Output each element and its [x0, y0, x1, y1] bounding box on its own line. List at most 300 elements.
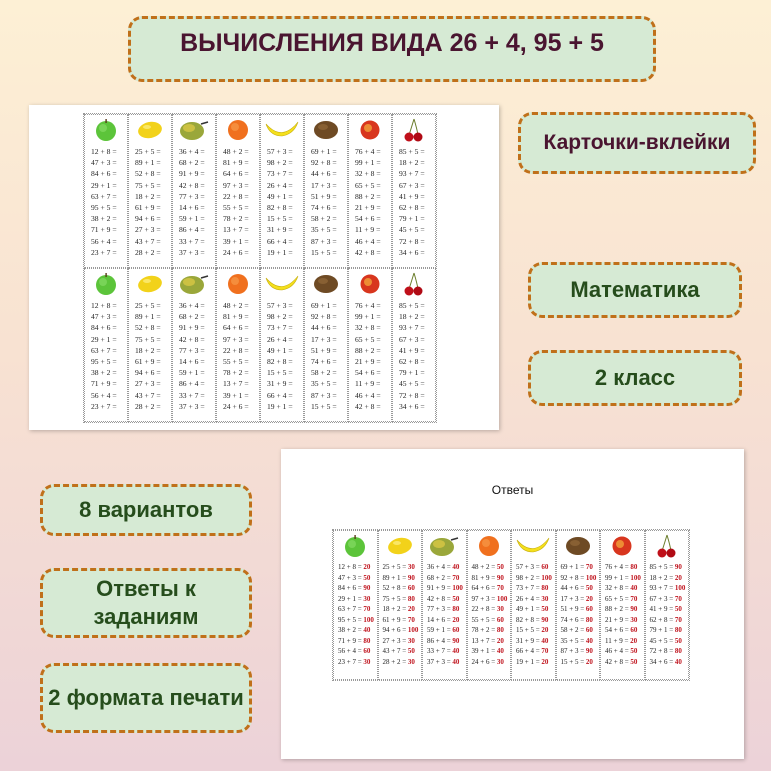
cherry-icon — [656, 533, 678, 559]
equation — [334, 594, 377, 605]
equation-text: 91 + 9 = — [179, 169, 205, 179]
equation — [261, 367, 303, 378]
equation — [423, 657, 466, 668]
equation — [393, 191, 435, 202]
answer-value: 100 — [407, 626, 419, 634]
grade-tag-text: 2 класс — [594, 365, 676, 390]
equation-text: 57 + 3 = — [267, 301, 293, 310]
answer-value: 40 — [674, 657, 682, 666]
equation — [217, 213, 259, 224]
equation — [217, 311, 259, 322]
equation — [393, 180, 435, 191]
equation — [217, 300, 259, 311]
answer-value: 70 — [452, 573, 460, 582]
equation — [512, 562, 555, 573]
equation — [129, 345, 171, 356]
answer-value: 60 — [496, 615, 504, 624]
answer-value: 100 — [452, 584, 463, 592]
equation — [334, 657, 377, 668]
equation-text: 87 + 3 = — [311, 390, 337, 400]
answer-card — [645, 530, 690, 680]
equation-text: 31 + 9 = — [516, 636, 540, 645]
equation-text: 21 + 9 = — [355, 203, 381, 213]
equation-text: 87 + 3 = — [311, 236, 337, 246]
equation-text: 27 + 3 = — [135, 379, 161, 389]
equation-text: 37 + 3 = — [179, 401, 205, 411]
equation-text: 55 + 5 = — [223, 203, 249, 213]
answer-value: 50 — [407, 647, 415, 655]
equation — [557, 657, 600, 668]
equation-text: 22 + 8 = — [223, 345, 249, 355]
equation — [557, 604, 600, 615]
equation-text: 15 + 5 = — [516, 626, 540, 634]
equation — [512, 615, 555, 626]
equation — [393, 213, 435, 224]
equation — [261, 247, 303, 258]
equation-text: 99 + 1 = — [355, 158, 381, 168]
equation-text: 36 + 4 = — [427, 563, 451, 571]
task-card — [392, 268, 436, 422]
equation-text: 52 + 8 = — [135, 169, 161, 179]
answer-card — [511, 530, 556, 680]
equation — [557, 646, 600, 657]
equation — [173, 390, 215, 401]
banana-icon — [264, 271, 300, 297]
equation — [334, 573, 377, 584]
equation-text: 82 + 8 = — [516, 615, 540, 624]
equation — [305, 202, 347, 213]
equation-text: 84 + 6 = — [91, 323, 117, 333]
equation — [393, 247, 435, 258]
equation-text: 28 + 2 = — [382, 657, 407, 666]
equation-text: 25 + 5 = — [135, 147, 161, 156]
equation — [423, 615, 466, 626]
equation-text: 75 + 5 = — [135, 180, 161, 190]
equation — [217, 401, 259, 412]
equation-text: 15 + 5 = — [311, 401, 337, 411]
equation-text: 91 + 9 = — [427, 584, 451, 592]
equation-text: 15 + 5 = — [311, 247, 337, 257]
answer-value: 80 — [496, 626, 504, 634]
equation-text: 33 + 7 = — [427, 647, 451, 655]
answer-value: 70 — [630, 594, 638, 603]
answer-value: 30 — [630, 615, 638, 624]
answer-value: 100 — [363, 615, 374, 624]
equation-text: 18 + 2 = — [649, 573, 674, 582]
equation-text: 18 + 2 = — [399, 312, 425, 322]
equation-text: 41 + 9 = — [399, 191, 425, 201]
equation — [379, 646, 422, 657]
equation-text: 97 + 3 = — [471, 594, 496, 603]
equation-text: 46 + 4 = — [355, 390, 381, 400]
answer-value: 60 — [452, 626, 460, 634]
equation-text: 24 + 6 = — [223, 247, 249, 257]
equation — [261, 311, 303, 322]
answer-value: 20 — [541, 626, 549, 634]
equation-text: 78 + 2 = — [223, 214, 249, 224]
equation — [217, 180, 259, 191]
equation-text: 44 + 6 = — [311, 323, 337, 333]
equation-text: 88 + 2 = — [355, 191, 381, 201]
equation — [349, 202, 391, 213]
equation — [423, 594, 466, 605]
equation — [217, 367, 259, 378]
equation — [261, 224, 303, 235]
answer-value: 30 — [363, 594, 371, 603]
equation — [85, 213, 127, 224]
equation — [85, 202, 127, 213]
cards-tag-text: Карточки-вклейки — [543, 131, 731, 154]
task-card — [260, 268, 304, 422]
task-card — [304, 268, 348, 422]
equation-text: 81 + 9 = — [223, 158, 249, 168]
equation — [305, 390, 347, 401]
answer-value: 90 — [363, 584, 371, 592]
equation-text: 33 + 7 = — [179, 236, 205, 246]
equation-text: 74 + 6 = — [560, 615, 585, 624]
equation — [85, 236, 127, 247]
equation — [85, 168, 127, 179]
equation — [379, 636, 422, 647]
answer-value: 100 — [541, 573, 552, 582]
equation-text: 62 + 8 = — [649, 615, 674, 624]
equation-text: 57 + 3 = — [267, 147, 293, 156]
equation-text: 38 + 2 = — [91, 368, 117, 378]
equation — [646, 573, 689, 584]
equation-text: 32 + 8 = — [355, 323, 381, 333]
answer-value: 40 — [541, 636, 549, 645]
equation-text: 59 + 1 = — [179, 368, 205, 378]
equation — [646, 646, 689, 657]
equation — [305, 300, 347, 311]
equation — [349, 367, 391, 378]
page-title-text: ВЫЧИСЛЕНИЯ ВИДА 26 + 4, 95 + 5 — [180, 29, 604, 57]
answer-value: 30 — [407, 657, 415, 666]
equation-text: 34 + 6 = — [399, 401, 425, 411]
task-card — [348, 114, 392, 268]
grade-tag — [528, 350, 742, 406]
equation — [349, 401, 391, 412]
equation-text: 63 + 7 = — [91, 191, 117, 201]
peach-icon — [611, 533, 633, 559]
equation — [557, 594, 600, 605]
equation — [217, 322, 259, 333]
equation-text: 72 + 8 = — [649, 647, 674, 655]
kiwi-icon — [313, 117, 339, 143]
formats-tag — [40, 663, 252, 733]
equation-text: 35 + 5 = — [560, 636, 585, 645]
equation-text: 46 + 4 = — [355, 236, 381, 246]
equation-text: 42 + 8 = — [179, 180, 205, 190]
equation — [129, 401, 171, 412]
answer-value: 70 — [585, 563, 593, 571]
answer-value: 80 — [452, 605, 460, 613]
equation — [334, 562, 377, 573]
equation-text: 27 + 3 = — [382, 636, 407, 645]
equation — [423, 583, 466, 594]
equation-text: 54 + 6 = — [355, 368, 381, 378]
equation — [261, 401, 303, 412]
equation-text: 93 + 7 = — [649, 584, 674, 592]
equation — [217, 146, 259, 157]
equation-text: 51 + 9 = — [311, 345, 337, 355]
answer-value: 60 — [541, 563, 549, 571]
equation — [349, 146, 391, 157]
equation — [217, 224, 259, 235]
equation-text: 86 + 4 = — [179, 379, 205, 389]
kiwi-icon — [313, 271, 339, 297]
answer-value: 50 — [496, 563, 504, 571]
equation-text: 11 + 9 = — [605, 636, 629, 645]
equation — [305, 378, 347, 389]
equation — [557, 573, 600, 584]
equation-text: 74 + 6 = — [311, 357, 337, 367]
equation — [261, 157, 303, 168]
task-card — [84, 268, 128, 422]
answer-value: 80 — [674, 626, 682, 634]
equation — [423, 625, 466, 636]
equation — [305, 345, 347, 356]
equation — [173, 367, 215, 378]
apple-icon — [94, 271, 118, 297]
answer-value: 70 — [541, 647, 549, 655]
equation-text: 33 + 7 = — [179, 390, 205, 400]
banana-icon — [264, 117, 300, 143]
answer-value: 20 — [452, 615, 460, 624]
equation — [305, 180, 347, 191]
equation-text: 43 + 7 = — [135, 236, 161, 246]
equation — [129, 300, 171, 311]
answer-value: 20 — [630, 636, 638, 645]
answer-card — [378, 530, 423, 680]
answer-value: 70 — [407, 615, 415, 624]
task-card — [172, 114, 216, 268]
answer-value: 90 — [452, 636, 460, 645]
equation-text: 58 + 2 = — [311, 214, 337, 224]
equation-text: 14 + 6 = — [179, 203, 205, 213]
equation — [468, 615, 511, 626]
equation — [129, 224, 171, 235]
peach-icon — [359, 117, 381, 143]
equation-text: 85 + 5 = — [649, 563, 674, 571]
equation-text: 38 + 2 = — [91, 214, 117, 224]
equation — [217, 191, 259, 202]
formats-tag-text: 2 формата печати — [48, 685, 244, 710]
equation — [349, 168, 391, 179]
equation-text: 32 + 8 = — [605, 584, 629, 592]
equation-text: 31 + 9 = — [267, 225, 293, 235]
equation — [393, 202, 435, 213]
equation — [173, 157, 215, 168]
orange-icon — [477, 533, 501, 559]
equation — [85, 356, 127, 367]
equation-text: 65 + 5 = — [355, 334, 381, 344]
equation-text: 18 + 2 = — [382, 605, 407, 613]
equation — [557, 636, 600, 647]
equation-text: 97 + 3 = — [223, 180, 249, 190]
equation-text: 61 + 9 = — [135, 203, 161, 213]
equation-text: 18 + 2 = — [399, 158, 425, 168]
equation-text: 51 + 9 = — [560, 605, 585, 613]
equation — [393, 356, 435, 367]
equation — [334, 583, 377, 594]
equation-text: 12 + 8 = — [91, 147, 117, 156]
equation — [173, 224, 215, 235]
equation-text: 49 + 1 = — [267, 191, 293, 201]
equation — [334, 625, 377, 636]
answer-value: 30 — [496, 657, 504, 666]
equation — [393, 401, 435, 412]
equation — [305, 213, 347, 224]
equation-text: 95 + 5 = — [91, 357, 117, 367]
equation — [349, 334, 391, 345]
equation — [601, 583, 644, 594]
equation-text: 68 + 2 = — [427, 573, 451, 582]
answer-value: 50 — [585, 584, 593, 592]
equation-text: 77 + 3 = — [179, 191, 205, 201]
equation — [261, 356, 303, 367]
equation-text: 12 + 8 = — [338, 563, 362, 571]
equation — [393, 224, 435, 235]
equation-text: 31 + 9 = — [267, 379, 293, 389]
equation-text: 87 + 3 = — [560, 647, 585, 655]
lemon-icon — [387, 533, 413, 559]
equation-text: 92 + 8 = — [311, 312, 337, 322]
equation — [305, 146, 347, 157]
equation-text: 85 + 5 = — [399, 301, 425, 310]
equation-text: 61 + 9 = — [135, 357, 161, 367]
answer-value: 80 — [585, 615, 593, 624]
equation — [646, 562, 689, 573]
equation-text: 22 + 8 = — [223, 191, 249, 201]
equation-text: 39 + 1 = — [471, 647, 496, 655]
equation-text: 49 + 1 = — [516, 605, 540, 613]
cherry-icon — [403, 271, 425, 297]
equation — [85, 378, 127, 389]
equation — [601, 646, 644, 657]
equation — [173, 334, 215, 345]
equation — [512, 604, 555, 615]
equation-text: 52 + 8 = — [135, 323, 161, 333]
answer-value: 80 — [630, 563, 638, 571]
equation — [173, 401, 215, 412]
equation-text: 43 + 7 = — [135, 390, 161, 400]
equation-text: 15 + 5 = — [560, 657, 585, 666]
apple-icon — [94, 117, 118, 143]
equation — [217, 356, 259, 367]
page-title — [128, 16, 656, 82]
task-card — [172, 268, 216, 422]
equation-text: 69 + 1 = — [311, 301, 337, 310]
answer-value: 40 — [363, 626, 371, 634]
answer-value: 20 — [585, 657, 593, 666]
equation-text: 21 + 9 = — [605, 615, 629, 624]
equation — [468, 625, 511, 636]
equation-text: 14 + 6 = — [179, 357, 205, 367]
answer-card — [600, 530, 645, 680]
task-card — [128, 268, 172, 422]
equation-text: 23 + 7 = — [91, 401, 117, 411]
equation — [468, 594, 511, 605]
equation-text: 88 + 2 = — [605, 605, 629, 613]
equation — [305, 334, 347, 345]
equation-text: 39 + 1 = — [223, 236, 249, 246]
answer-value: 20 — [541, 657, 549, 666]
equation — [217, 168, 259, 179]
answer-value: 70 — [674, 594, 682, 603]
equation — [423, 573, 466, 584]
equation-text: 39 + 1 = — [223, 390, 249, 400]
equation-text: 99 + 1 = — [605, 573, 629, 582]
equation-text: 84 + 6 = — [338, 584, 362, 592]
answer-value: 50 — [630, 657, 638, 666]
equation — [261, 202, 303, 213]
equation — [217, 157, 259, 168]
equation-text: 75 + 5 = — [382, 594, 407, 603]
answer-value: 100 — [585, 573, 597, 582]
equation-text: 51 + 9 = — [311, 191, 337, 201]
equation — [217, 202, 259, 213]
equation-text: 67 + 3 = — [399, 334, 425, 344]
task-card — [84, 114, 128, 268]
equation — [393, 390, 435, 401]
equation-text: 61 + 9 = — [382, 615, 407, 624]
equation-text: 11 + 9 = — [355, 225, 381, 235]
equation-text: 62 + 8 = — [399, 357, 425, 367]
equation-text: 21 + 9 = — [355, 357, 381, 367]
equation — [512, 636, 555, 647]
equation-text: 29 + 1 = — [91, 334, 117, 344]
answer-value: 100 — [630, 573, 641, 582]
equation — [261, 236, 303, 247]
equation-text: 25 + 5 = — [135, 301, 161, 310]
equation — [305, 311, 347, 322]
equation-text: 79 + 1 = — [399, 214, 425, 224]
equation — [173, 236, 215, 247]
equation — [217, 345, 259, 356]
equation — [129, 236, 171, 247]
equation — [512, 583, 555, 594]
equation-text: 42 + 8 = — [605, 657, 629, 666]
equation-text: 62 + 8 = — [399, 203, 425, 213]
equation-text: 55 + 5 = — [223, 357, 249, 367]
equation — [379, 562, 422, 573]
equation — [468, 573, 511, 584]
equation — [85, 401, 127, 412]
equation-text: 77 + 3 = — [179, 345, 205, 355]
equation-text: 94 + 6 = — [135, 214, 161, 224]
equation-text: 89 + 1 = — [135, 158, 161, 168]
answer-value: 80 — [674, 647, 682, 655]
equation — [173, 378, 215, 389]
equation — [601, 604, 644, 615]
answer-value: 20 — [585, 594, 593, 603]
equation-text: 48 + 2 = — [223, 147, 249, 156]
equation — [379, 583, 422, 594]
equation — [393, 345, 435, 356]
equation — [129, 180, 171, 191]
orange-icon — [226, 271, 250, 297]
equation-text: 86 + 4 = — [179, 225, 205, 235]
equation-text: 22 + 8 = — [471, 605, 496, 613]
answer-card — [422, 530, 467, 680]
equation — [261, 378, 303, 389]
equation — [349, 236, 391, 247]
answer-value: 50 — [452, 594, 460, 603]
equation-text: 12 + 8 = — [91, 301, 117, 310]
equation — [512, 594, 555, 605]
equation — [646, 615, 689, 626]
